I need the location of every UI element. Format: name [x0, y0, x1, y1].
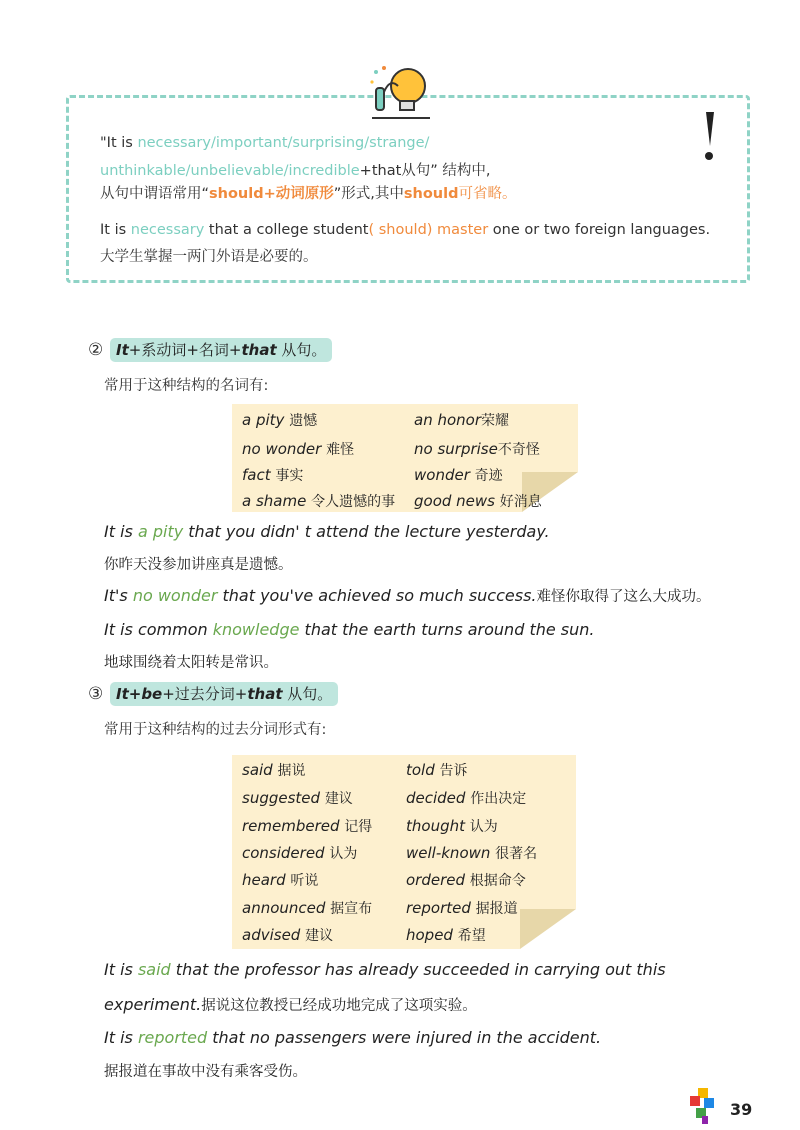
table-cell: decided 作出决定: [406, 789, 527, 807]
section-3-subtitle: 常用于这种结构的过去分词形式有:: [104, 722, 327, 738]
section-3-heading: It+be+过去分词+that 从句。: [110, 682, 338, 706]
table-cell: an honor荣耀: [414, 411, 510, 429]
table-cell: heard 听说: [242, 871, 319, 889]
section-2-number: ②: [88, 340, 104, 360]
publisher-logo-icon: [690, 1088, 720, 1124]
example-sentence-continued: experiment.据说这位教授已经成功地完成了这项实验。: [104, 995, 477, 1014]
table-cell: no surprise不奇怪: [414, 440, 540, 458]
table-cell: remembered 记得: [242, 817, 373, 835]
page-number: 39: [730, 1100, 753, 1119]
example-sentence: It is said that the professor has already succeeded in carrying out this: [104, 960, 666, 979]
table-cell: fact 事实: [242, 466, 304, 484]
note-line-2: unthinkable/unbelievable/incredible+that从句” 结构中,: [100, 163, 491, 179]
note-line-1: "It is necessary/important/surprising/strange/: [100, 135, 430, 151]
table-cell: wonder 奇迹: [414, 466, 503, 484]
noun-table: [232, 404, 578, 512]
note-line-3: 从句中谓语常用“should+动词原形”形式,其中should可省略。: [100, 186, 517, 202]
note-example: It is necessary that a college student( should) master one or two foreign languages.: [100, 222, 711, 238]
table-cell: ordered 根据命令: [406, 871, 526, 889]
table-cell: reported 据报道: [406, 899, 518, 917]
section-2-subtitle: 常用于这种结构的名词有:: [104, 378, 269, 394]
table-cell: advised 建议: [242, 926, 334, 944]
example-sentence: It is common knowledge that the earth turns around the sun.: [104, 620, 595, 639]
table-cell: considered 认为: [242, 844, 358, 862]
section-3-number: ③: [88, 684, 104, 704]
example-translation: 据报道在事故中没有乘客受伤。: [104, 1064, 307, 1080]
section-2-heading: It+系动词+名词+that 从句。: [110, 338, 332, 362]
table-cell: hoped 希望: [406, 926, 486, 944]
table-cell: well-known 很著名: [406, 844, 538, 862]
table-cell: thought 认为: [406, 817, 498, 835]
example-sentence: It is a pity that you didn' t attend the lecture yesterday.: [104, 522, 550, 541]
table-cell: told 告诉: [406, 761, 468, 779]
table-cell: no wonder 难怪: [242, 440, 355, 458]
participle-table: [232, 755, 576, 949]
table-cell: a pity 遗憾: [242, 411, 318, 429]
lightbulb-icon: [366, 62, 436, 122]
example-sentence: It is reported that no passengers were injured in the accident.: [104, 1028, 602, 1047]
example-sentence: It's no wonder that you've achieved so much success.难怪你取得了这么大成功。: [104, 586, 711, 605]
table-cell: suggested 建议: [242, 789, 353, 807]
note-example-cn: 大学生掌握一两门外语是必要的。: [100, 249, 318, 265]
example-translation: 地球围绕着太阳转是常识。: [104, 655, 278, 671]
table-cell: announced 据宣布: [242, 899, 373, 917]
exclamation-icon: [698, 110, 720, 164]
example-translation: 你昨天没参加讲座真是遗憾。: [104, 557, 293, 573]
table-cell: good news 好消息: [414, 492, 542, 510]
table-cell: a shame 令人遗憾的事: [242, 492, 396, 510]
table-cell: said 据说: [242, 761, 306, 779]
